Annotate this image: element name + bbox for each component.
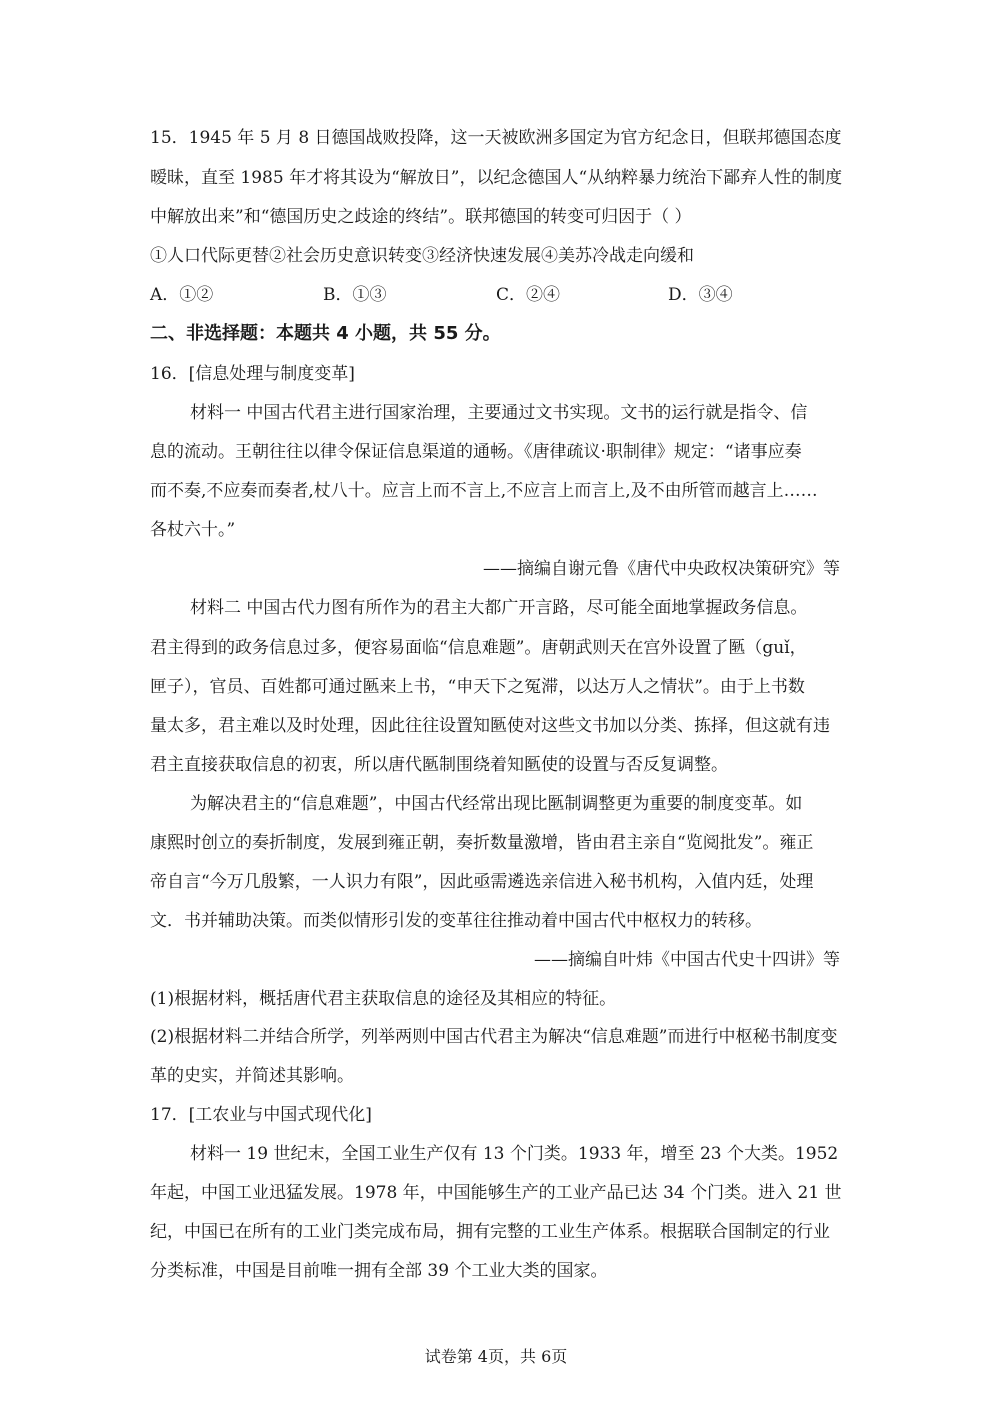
q16-title: 16．[信息处理与制度变革] xyxy=(150,364,355,384)
q16-subquestion-1: (1)根据材料，概括唐代君主获取信息的途径及其相应的特征。 xyxy=(150,989,617,1009)
q16-m2-line-1: 材料二 中国古代力图有所作为的君主大都广开言路，尽可能全面地掌握政务信息。 xyxy=(190,598,808,618)
q16-m2-line-4: 量太多，君主难以及时处理，因此往往设置知匦使对这些文书加以分类、拣择，但这就有违 xyxy=(150,716,830,736)
q15-option-d: D．③④ xyxy=(668,285,733,305)
q15-line-2: 暧昧，直至 1985 年才将其设为“解放日”，以纪念德国人“从纳粹暴力统治下鄙弃人性的制度 xyxy=(150,168,843,188)
q17-m1-line-2: 年起，中国工业迅猛发展。1978 年，中国能够生产的工业产品已达 34 个门类。进入 21 世 xyxy=(150,1183,842,1203)
q17-m1-line-3: 纪，中国已在所有的工业门类完成布局，拥有完整的工业生产体系。根据联合国制定的行业 xyxy=(150,1222,830,1242)
page-footer: 试卷第 4页，共 6页 xyxy=(424,1347,568,1366)
q16-m2-line-3: 匣子），官员、百姓都可通过匦来上书，“申天下之冤滞，以达万人之情状”。由于上书数 xyxy=(150,677,805,697)
q16-m2-line-2: 君主得到的政务信息过多，便容易面临“信息难题”。唐朝武则天在宫外设置了匦（guǐ， xyxy=(150,638,807,658)
q16-m3-line-4: 文．书并辅助决策。而类似情形引发的变革往往推动着中国古代中枢权力的转移。 xyxy=(150,911,762,931)
q15-option-c: C．②④ xyxy=(496,285,561,305)
q16-subquestion-2-cont: 革的史实，并简述其影响。 xyxy=(150,1066,354,1086)
q16-subquestion-2: (2)根据材料二并结合所学，列举两则中国古代君主为解决“信息难题”而进行中枢秘书制度变 xyxy=(150,1027,838,1047)
q15-option-a: A．①② xyxy=(150,285,214,305)
q16-source-1: ——摘编自谢元鲁《唐代中央政权决策研究》等 xyxy=(483,559,840,579)
q16-source-2: ——摘编自叶炜《中国古代史十四讲》等 xyxy=(534,950,840,970)
q16-m3-line-3: 帝自言“今万几殷繁，一人识力有限”，因此亟需遴选亲信进入秘书机构，入值内廷，处理 xyxy=(150,872,814,892)
q16-m2-line-5: 君主直接获取信息的初衷，所以唐代匦制围绕着知匦使的设置与否反复调整。 xyxy=(150,755,728,775)
q16-m1-line-4: 各杖六十。” xyxy=(150,520,236,540)
q15-line-1: 15．1945 年 5 月 8 日德国战败投降，这一天被欧洲多国定为官方纪念日，但联邦德国态度 xyxy=(150,128,842,148)
section-heading: 二、非选择题：本题共 4 小题，共 55 分。 xyxy=(150,323,501,344)
q15-line-3: 中解放出来”和“德国历史之歧途的终结”。联邦德国的转变可归因于（ ） xyxy=(150,207,692,227)
q17-title: 17．[工农业与中国式现代化] xyxy=(150,1105,372,1125)
q16-m1-line-1: 材料一 中国古代君主进行国家治理，主要通过文书实现。文书的运行就是指令、信 xyxy=(190,403,808,423)
q15-line-4: ①人口代际更替②社会历史意识转变③经济快速发展④美苏冷战走向缓和 xyxy=(150,246,694,266)
q16-m1-line-3: 而不奏,不应奏而奏者,杖八十。应言上而不言上,不应言上而言上,及不由所管而越言上…… xyxy=(150,481,818,501)
q16-m3-line-2: 康熙时创立的奏折制度，发展到雍正朝，奏折数量激增，皆由君主亲自“览阅批发”。雍正 xyxy=(150,833,814,853)
q17-m1-line-4: 分类标准，中国是目前唯一拥有全部 39 个工业大类的国家。 xyxy=(150,1261,608,1281)
q17-m1-line-1: 材料一 19 世纪末，全国工业生产仅有 13 个门类。1933 年，增至 23 个大类。1952 xyxy=(190,1144,839,1164)
q16-m3-line-1: 为解决君主的“信息难题”，中国古代经常出现比匦制调整更为重要的制度变革。如 xyxy=(190,794,803,814)
q16-m1-line-2: 息的流动。王朝往往以律令保证信息渠道的通畅。《唐律疏议·职制律》规定：“诸事应奏 xyxy=(150,442,802,462)
q15-option-b: B．①③ xyxy=(323,285,387,305)
